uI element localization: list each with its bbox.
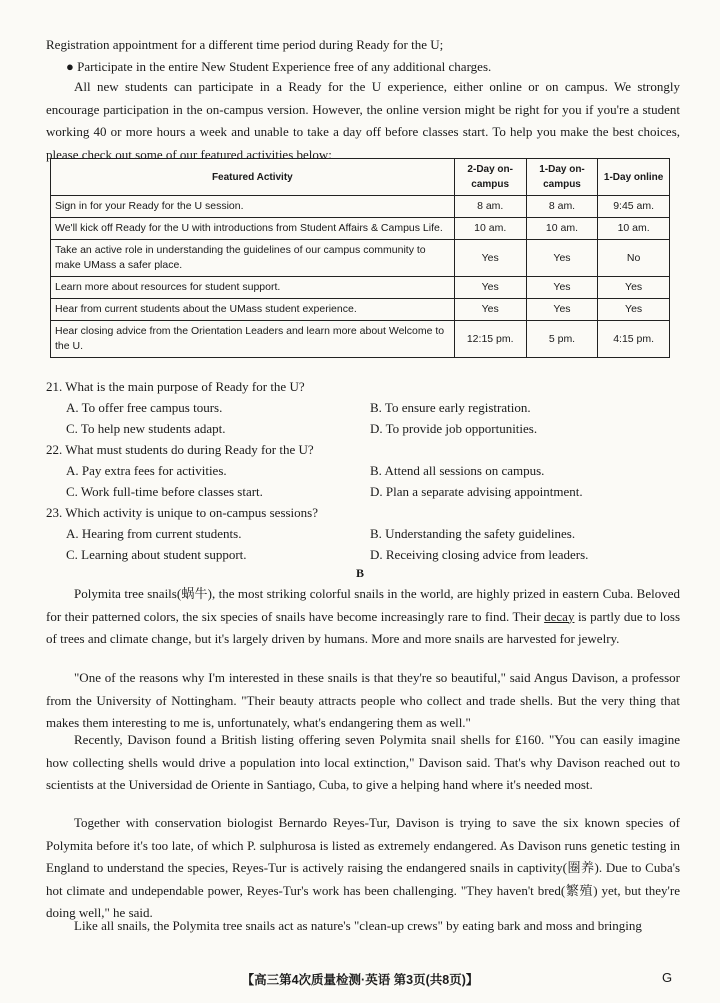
time-cell: 8 am. [526, 196, 598, 218]
table-row [51, 218, 670, 240]
passage-paragraph-2: "One of the reasons why I'm interested in these snails is that they're so beautiful," said Angus Davison, a professor from the University of Nottingham. "Their beauty attracts people who collect and trade shells. But the very thing that makes them interesting to me is, unfortunately, what's endangering them as well." [46, 670, 680, 730]
availability-cell: Yes [526, 277, 598, 299]
intro-line: Registration appointment for a different time period during Ready for the U; [46, 37, 444, 52]
passage-paragraph-5: Like all snails, the Polymita tree snails act as nature's "clean-up crews" by eating bark and moss and bringing [74, 918, 642, 933]
time-cell: 10 am. [454, 218, 526, 240]
question-21: 21. What is the main purpose of Ready for the U? [46, 379, 305, 394]
availability-cell: Yes [454, 240, 526, 277]
option-23-a[interactable]: A. Hearing from current students. [66, 526, 242, 541]
passage-text: is partly due to loss of trees and climate change, but it's largely driven by humans. More and more snails are harvested for jewelry. [46, 608, 681, 646]
time-cell: 5 pm. [526, 321, 598, 358]
time-cell: 10 am. [598, 218, 670, 240]
option-22-b[interactable]: B. Attend all sessions on campus. [370, 463, 545, 478]
question-22: 22. What must students do during Ready for the U? [46, 442, 314, 457]
option-21-d[interactable]: D. To provide job opportunities. [370, 421, 538, 436]
header-2day-oncampus: 2-Day on-campus [454, 159, 526, 196]
activity-cell: Hear from current students about the UMass student experience. [51, 299, 455, 321]
option-23-d[interactable]: D. Receiving closing advice from leaders. [370, 547, 589, 562]
time-cell: 4:15 pm. [598, 321, 670, 358]
intro-paragraph: All new students can participate in a Ready for the U experience, either online or on campus. We strongly encourage participation in the on-campus version. However, the online version might be right for you if you're a student working 40 or more hours a week and unable to take a day off before classes start. To help you make the best choices, please check out some of our featured activities below: [46, 79, 680, 162]
activity-cell: Hear closing advice from the Orientation Leaders and learn more about Welcome to the U. [51, 321, 455, 358]
availability-cell: Yes [526, 299, 598, 321]
page-footer: 【高三第4次质量检测·英语 第3页(共8页)】 [241, 973, 479, 987]
option-22-d[interactable]: D. Plan a separate advising appointment. [370, 484, 583, 499]
activity-cell: Sign in for your Ready for the U session. [51, 196, 455, 218]
activity-cell: Take an active role in understanding the guidelines of our campus community to make UMass a safer place. [51, 240, 455, 277]
time-cell: 10 am. [526, 218, 598, 240]
option-23-b[interactable]: B. Understanding the safety guidelines. [370, 526, 576, 541]
passage-paragraph-3: Recently, Davison found a British listing offering seven Polymita snail shells for ₤160. "You can easily imagine how collecting shells would drive a population into local extinction," Davison said. That's why Davison reached out to scientists at the Universidad de Oriente in Santiago, Cuba, to give a helping hand where it's needed most. [46, 732, 680, 792]
paper-version-letter: G [662, 970, 673, 985]
passage-text: Polymita tree snails(蜗牛), the most striking colorful snails in the world, are highly prized in eastern Cuba. Beloved for their patterned colors, the six species of snails have become increasingly rare to find. Their [46, 586, 680, 624]
availability-cell: Yes [598, 277, 670, 299]
activity-cell: We'll kick off Ready for the U with introductions from Student Affairs & Campus Life. [51, 218, 455, 240]
availability-cell: No [598, 240, 670, 277]
availability-cell: Yes [454, 277, 526, 299]
option-21-c[interactable]: C. To help new students adapt. [66, 421, 226, 436]
table-row [51, 299, 670, 321]
option-21-a[interactable]: A. To offer free campus tours. [66, 400, 223, 415]
question-23: 23. Which activity is unique to on-campus sessions? [46, 505, 318, 520]
table-header-row [51, 159, 670, 196]
passage-paragraph-4: Together with conservation biologist Bernardo Reyes-Tur, Davison is trying to save the six known species of Polymita before it's too late, of which P. sulphurosa is listed as extremely endangered. As Davison runs genetic testing in England to understand the species, Reyes-Tur is actively raising the endangered snails in captivity(圈养). Due to Cuba's hot climate and undependable power, Reyes-Tur's work has been challenging. "They haven't bred(繁殖) yet, but they're doing well," he said. [46, 815, 680, 920]
header-1day-oncampus: 1-Day on-campus [526, 159, 598, 196]
option-23-c[interactable]: C. Learning about student support. [66, 547, 247, 562]
header-activity: Featured Activity [51, 159, 455, 196]
option-22-a[interactable]: A. Pay extra fees for activities. [66, 463, 227, 478]
option-21-b[interactable]: B. To ensure early registration. [370, 400, 531, 415]
option-22-c[interactable]: C. Work full-time before classes start. [66, 484, 263, 499]
time-cell: 12:15 pm. [454, 321, 526, 358]
availability-cell: Yes [526, 240, 598, 277]
table-row [51, 196, 670, 218]
time-cell: 8 am. [454, 196, 526, 218]
header-1day-online: 1-Day online [598, 159, 670, 196]
time-cell: 9:45 am. [598, 196, 670, 218]
underlined-word: decay [544, 608, 575, 624]
intro-bullet: ● Participate in the entire New Student Experience free of any additional charges. [66, 59, 492, 74]
availability-cell: Yes [454, 299, 526, 321]
section-label: B [355, 566, 364, 580]
table-row [51, 277, 670, 299]
activity-cell: Learn more about resources for student support. [51, 277, 455, 299]
activities-table [50, 158, 670, 358]
passage-paragraph-1 [46, 583, 680, 651]
availability-cell: Yes [598, 299, 670, 321]
table-row [51, 240, 670, 277]
table-row [51, 321, 670, 358]
